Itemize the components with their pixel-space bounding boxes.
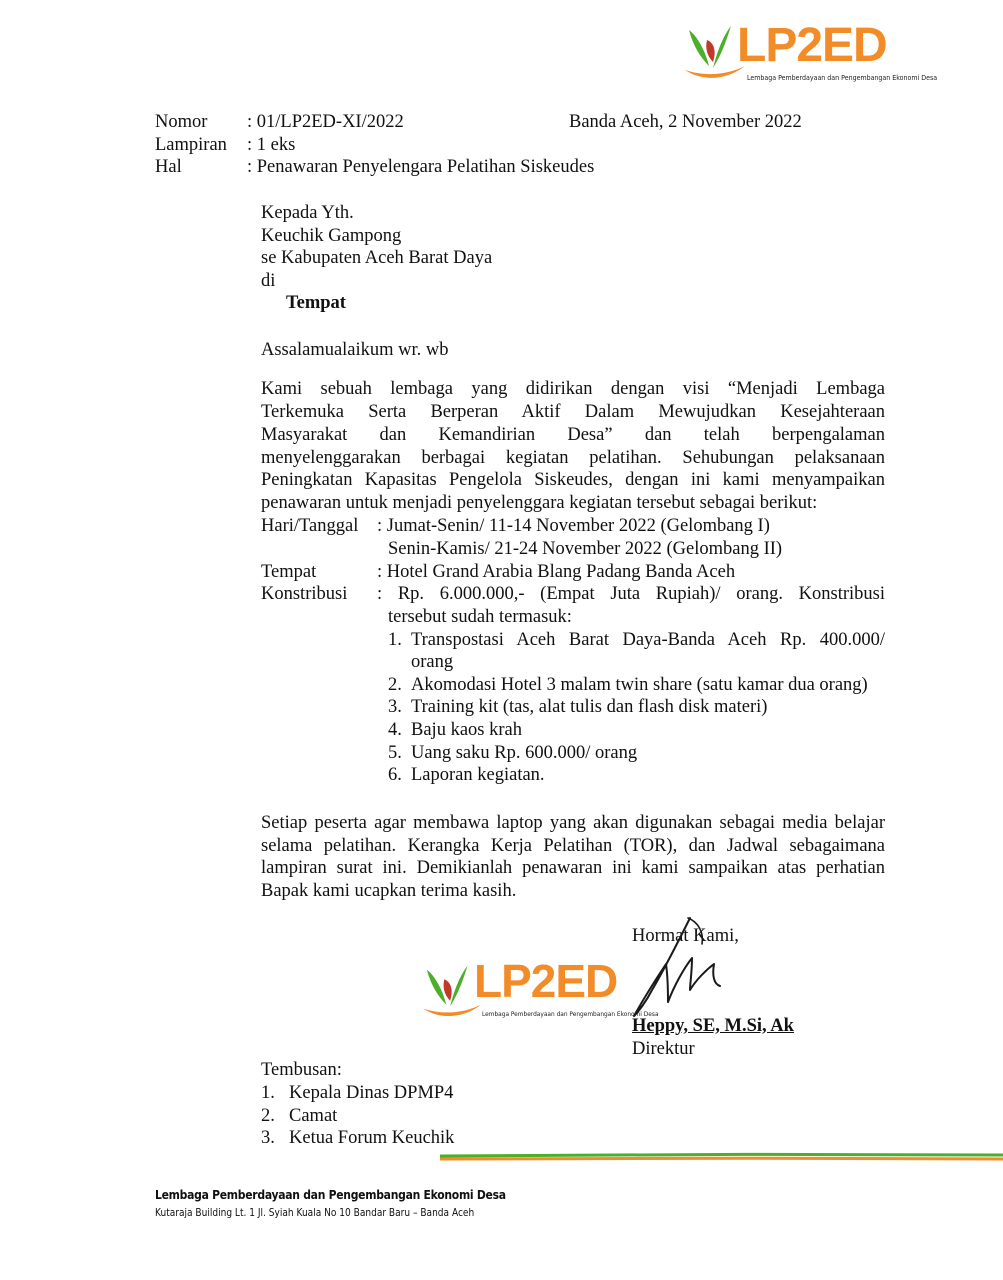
lampiran-label: Lampiran [155, 135, 227, 155]
tembusan-item: Camat [289, 1106, 338, 1126]
list-item-number: 3. [388, 697, 402, 717]
list-item-number: 2. [388, 675, 402, 695]
nomor-label: Nomor [155, 112, 208, 132]
logo-wordmark: LP2ED [737, 19, 887, 72]
list-item: Akomodasi Hotel 3 malam twin share (satu kamar dua orang) [411, 675, 868, 695]
signature-salutation: Hormat Kami, [632, 926, 739, 946]
recipient-line: se Kabupaten Aceh Barat Daya [261, 248, 493, 268]
closing-line: Bapak kami ucapkan terima kasih. [261, 881, 517, 901]
list-item: Transpostasi Aceh Barat Daya-Banda Aceh Rp. 400.000/ [411, 630, 885, 650]
recipient-line: Keuchik Gampong [261, 226, 402, 246]
list-item: Uang saku Rp. 600.000/ orang [411, 743, 638, 763]
tembusan-item: Kepala Dinas DPMP4 [289, 1083, 454, 1103]
hari-value: : Jumat-Senin/ 11-14 November 2022 (Gelombang I) [377, 516, 770, 536]
signatory-name: Heppy, SE, M.Si, Ak [632, 1016, 794, 1036]
hari-label: Hari/Tanggal [261, 516, 359, 536]
header-logo [683, 19, 938, 84]
list-item-number: 5. [388, 743, 402, 763]
list-item: Laporan kegiatan. [411, 765, 545, 785]
tempat-label: Tempat [261, 562, 317, 582]
hal-value: : Penawaran Penyelengara Pelatihan Siskeudes [247, 157, 595, 177]
tembusan-number: 2. [261, 1106, 275, 1126]
list-item: Baju kaos krah [411, 720, 522, 740]
body-line: Terkemuka Serta Berperan Aktif Dalam Mewujudkan Kesejahteraan [261, 402, 885, 422]
closing-line: Setiap peserta agar membawa laptop yang akan digunakan sebagai media belajar [261, 813, 885, 833]
kontribusi-value: tersebut sudah termasuk: [388, 607, 572, 627]
logo-wordmark: LP2ED [474, 955, 618, 1007]
body-line: menyelenggarakan berbagai kegiatan pelatihan. Sehubungan pelaksanaan [261, 448, 885, 468]
kontribusi-value: : Rp. 6.000.000,- (Empat Juta Rupiah)/ orang. Konstribusi [377, 584, 885, 604]
list-item-number: 1. [388, 630, 402, 650]
body-line: Peningkatan Kapasitas Pengelola Siskeudes, dengan ini kami menyampaikan [261, 470, 885, 490]
tembusan-number: 1. [261, 1083, 275, 1103]
footer-address: Kutaraja Building Lt. 1 Jl. Syiah Kuala No 10 Bandar Baru – Banda Aceh [155, 1207, 475, 1219]
body-line: penawaran untuk menjadi penyelenggara kegiatan tersebut sebagai berikut: [261, 493, 818, 513]
logo-tagline: Lembaga Pemberdayaan dan Pengembangan Ekonomi Desa [747, 74, 938, 82]
recipient-line: di [261, 271, 276, 291]
tempat-value: : Hotel Grand Arabia Blang Padang Banda Aceh [377, 562, 736, 582]
recipient-place: Tempat [286, 293, 346, 313]
nomor-value: : 01/LP2ED-XI/2022 [247, 112, 404, 132]
footer-org: Lembaga Pemberdayaan dan Pengembangan Ekonomi Desa [155, 1188, 506, 1202]
hari-value: Senin-Kamis/ 21-24 November 2022 (Gelombang II) [388, 539, 783, 559]
hal-label: Hal [155, 157, 182, 177]
body-line: Kami sebuah lembaga yang didirikan dengan visi “Menjadi Lembaga [261, 379, 885, 399]
closing-line: selama pelatihan. Kerangka Kerja Pelatihan (TOR), dan Jadwal sebagaimana [261, 836, 885, 856]
closing-line: lampiran surat ini. Demikianlah penawaran ini kami sampaikan atas perhatian [261, 858, 885, 878]
list-item: orang [411, 652, 454, 672]
list-item-number: 4. [388, 720, 402, 740]
logo-tagline: Lembaga Pemberdayaan dan Pengembangan Ekonomi Desa [482, 1010, 659, 1018]
list-item: Training kit (tas, alat tulis dan flash disk materi) [411, 697, 768, 717]
lampiran-value: : 1 eks [247, 135, 296, 155]
tembusan-item: Ketua Forum Keuchik [289, 1128, 455, 1148]
stamp-logo [420, 955, 659, 1020]
tembusan-label: Tembusan: [261, 1060, 342, 1080]
letter-date: Banda Aceh, 2 November 2022 [569, 112, 802, 132]
footer-divider [0, 1151, 1003, 1165]
body-line: Masyarakat dan Kemandirian Desa” dan telah berpengalaman [261, 425, 885, 445]
greeting: Assalamualaikum wr. wb [261, 340, 449, 360]
kontribusi-label: Konstribusi [261, 584, 348, 604]
handwritten-signature [628, 912, 738, 1022]
recipient-line: Kepada Yth. [261, 203, 354, 223]
list-item-number: 6. [388, 765, 402, 785]
signatory-title: Direktur [632, 1039, 695, 1059]
tembusan-number: 3. [261, 1128, 275, 1148]
